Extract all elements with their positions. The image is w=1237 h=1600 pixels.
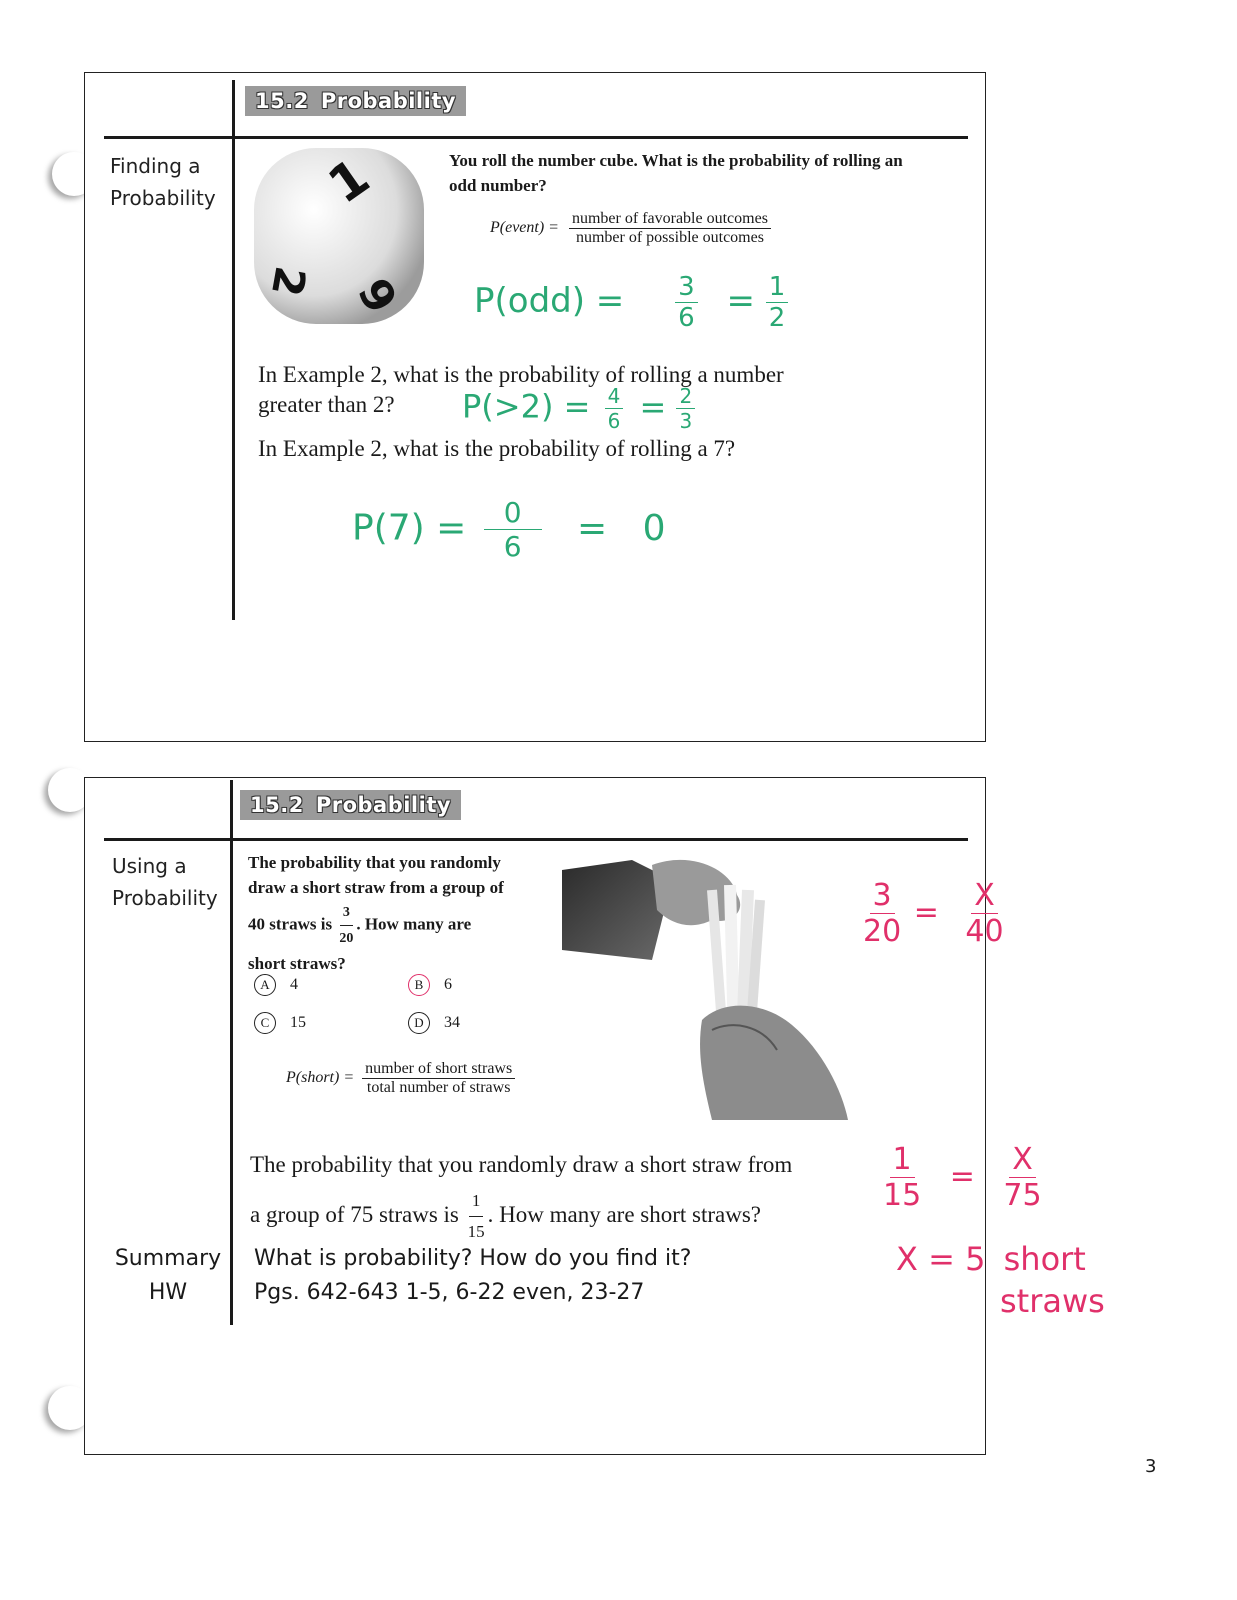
answer-choice-a — [254, 974, 298, 996]
number-cube-image — [244, 142, 430, 328]
answer-choice-c — [254, 1012, 306, 1034]
section-title: Probability — [320, 89, 457, 113]
hw-p-odd-eq: = — [726, 281, 755, 321]
hw-p-gt2-eq: = — [639, 387, 667, 426]
summary-content — [254, 1242, 691, 1310]
hw-p-gt2-den: 6 — [607, 409, 621, 433]
question2-line2: greater than 2? — [258, 392, 395, 417]
side-label-line1: Using a — [112, 854, 187, 878]
section-banner — [240, 790, 461, 820]
choice-value: 6 — [444, 976, 452, 993]
hw-prop2-eq: = — [949, 1159, 975, 1194]
question-line1: The probability that you randomly — [248, 853, 501, 872]
hw-prop1-b-den: 40 — [965, 914, 1004, 949]
question-line4: short straws? — [248, 954, 346, 973]
question-line2: odd number? — [449, 176, 547, 195]
question2-frac-den: 15 — [467, 1222, 485, 1241]
question-line3-text: 40 straws is — [248, 914, 333, 934]
hw-p7-label: P(7) = — [352, 507, 467, 549]
choice-value: 15 — [290, 1014, 306, 1031]
hw-prop1-a-num: 3 — [870, 878, 895, 914]
question-short-straws — [248, 850, 548, 976]
choice-bubble: C — [254, 1012, 276, 1034]
hw-p7-eq: = — [577, 507, 608, 549]
page-number: 3 — [1145, 1456, 1157, 1477]
hw-p-gt2-res-num: 2 — [676, 384, 695, 409]
panel-divider-horizontal — [104, 838, 968, 841]
panel-divider-horizontal — [104, 136, 968, 139]
answer-choice-d — [408, 1012, 460, 1034]
section-banner — [245, 86, 466, 116]
panel-divider-vertical — [232, 80, 235, 620]
formula-numerator: number of short straws — [362, 1060, 515, 1079]
question-frac-den: 20 — [339, 931, 354, 946]
handwritten-p-greater-2 — [462, 384, 695, 433]
probability-formula — [490, 210, 771, 247]
hw-answer-unit1: short — [1003, 1240, 1086, 1278]
hw-p-gt2-label: P(>2) = — [462, 387, 591, 426]
hw-label: HW — [148, 1280, 188, 1305]
hw-p7-num: 0 — [484, 496, 542, 530]
hw-p-gt2-num: 4 — [605, 384, 624, 409]
side-label — [112, 850, 218, 914]
handwritten-proportion-1 — [860, 878, 1007, 949]
die-face-1: 1 — [318, 147, 380, 215]
question2-line1: In Example 2, what is the probability of rolling a number — [258, 362, 784, 387]
summary-question: What is probability? How do you find it? — [254, 1246, 692, 1271]
hw-p-gt2-res-den: 3 — [679, 409, 693, 433]
question-frac-num: 3 — [340, 900, 353, 926]
hw-prop1-eq: = — [913, 895, 939, 930]
section-number: 15.2 — [250, 793, 304, 817]
choice-value: 34 — [444, 1014, 460, 1031]
choice-value: 4 — [290, 976, 298, 993]
formula-lhs: P(event) = — [490, 219, 559, 237]
hw-prop2-b-num: X — [1009, 1142, 1036, 1178]
hw-prop1-a-den: 20 — [863, 914, 902, 949]
hw-p-odd-label: P(odd) = — [474, 281, 625, 321]
question-line3 — [248, 900, 548, 951]
question-line1: You roll the number cube. What is the probability of rolling an — [449, 151, 903, 170]
formula-numerator: number of favorable outcomes — [569, 210, 771, 229]
section-title: Probability — [315, 793, 452, 817]
formula-denominator: total number of straws — [366, 1079, 511, 1096]
question-line3-rest: . How many are — [356, 914, 472, 934]
homework-assignment: Pgs. 642-643 1-5, 6-22 even, 23-27 — [254, 1280, 645, 1305]
handwritten-proportion-2 — [880, 1142, 1045, 1213]
hw-prop2-b-den: 75 — [1003, 1178, 1042, 1213]
hand-holding-straws-image — [562, 850, 848, 1120]
question-75-straws — [250, 1150, 792, 1247]
hw-answer-value: X = 5 — [896, 1240, 986, 1278]
hw-p7-den: 6 — [503, 530, 522, 563]
choice-bubble: D — [408, 1012, 430, 1034]
summary-labels — [114, 1242, 222, 1310]
side-label-line2: Probability — [110, 186, 216, 210]
choice-bubble: B — [408, 974, 430, 996]
hw-p-odd-res-num: 1 — [766, 272, 789, 303]
question2-frac-num: 1 — [469, 1186, 484, 1217]
hw-prop2-a-num: 1 — [890, 1142, 915, 1178]
hw-p-odd-num: 3 — [675, 272, 698, 303]
handwritten-p-odd — [474, 272, 788, 333]
question2-line1: The probability that you randomly draw a short straw from — [250, 1152, 793, 1177]
side-label-line1: Finding a — [110, 154, 201, 178]
die-face-2: 2 — [262, 262, 316, 301]
handwritten-p-7 — [352, 496, 666, 563]
die-face-6: 6 — [349, 268, 410, 321]
hw-p-odd-den: 6 — [678, 303, 695, 333]
question-line2: draw a short straw from a group of — [248, 878, 504, 897]
short-straw-formula — [286, 1060, 515, 1097]
hw-p-odd-res-den: 2 — [768, 303, 786, 333]
hw-prop2-a-den: 15 — [883, 1178, 922, 1213]
question-odd-number — [449, 148, 979, 198]
handwritten-answer-unit2: straws — [1000, 1282, 1105, 1320]
panel-divider-vertical — [230, 780, 233, 1325]
question2-line2-text: a group of 75 straws is — [250, 1201, 459, 1227]
hw-prop1-b-num: X — [971, 878, 998, 914]
question2-line2-rest: . How many are short straws? — [487, 1201, 762, 1227]
formula-denominator: number of possible outcomes — [575, 229, 764, 246]
question2-line2 — [250, 1186, 792, 1247]
summary-label: Summary — [114, 1246, 222, 1271]
formula-lhs: P(short) = — [286, 1069, 355, 1087]
hw-p7-result: 0 — [642, 507, 666, 549]
answer-choice-b — [408, 974, 452, 996]
side-label — [110, 150, 216, 214]
choice-bubble: A — [254, 974, 276, 996]
question-rolling-7: In Example 2, what is the probability of rolling a 7? — [258, 436, 736, 461]
handwritten-answer — [896, 1240, 1086, 1278]
section-number: 15.2 — [255, 89, 309, 113]
side-label-line2: Probability — [112, 886, 218, 910]
